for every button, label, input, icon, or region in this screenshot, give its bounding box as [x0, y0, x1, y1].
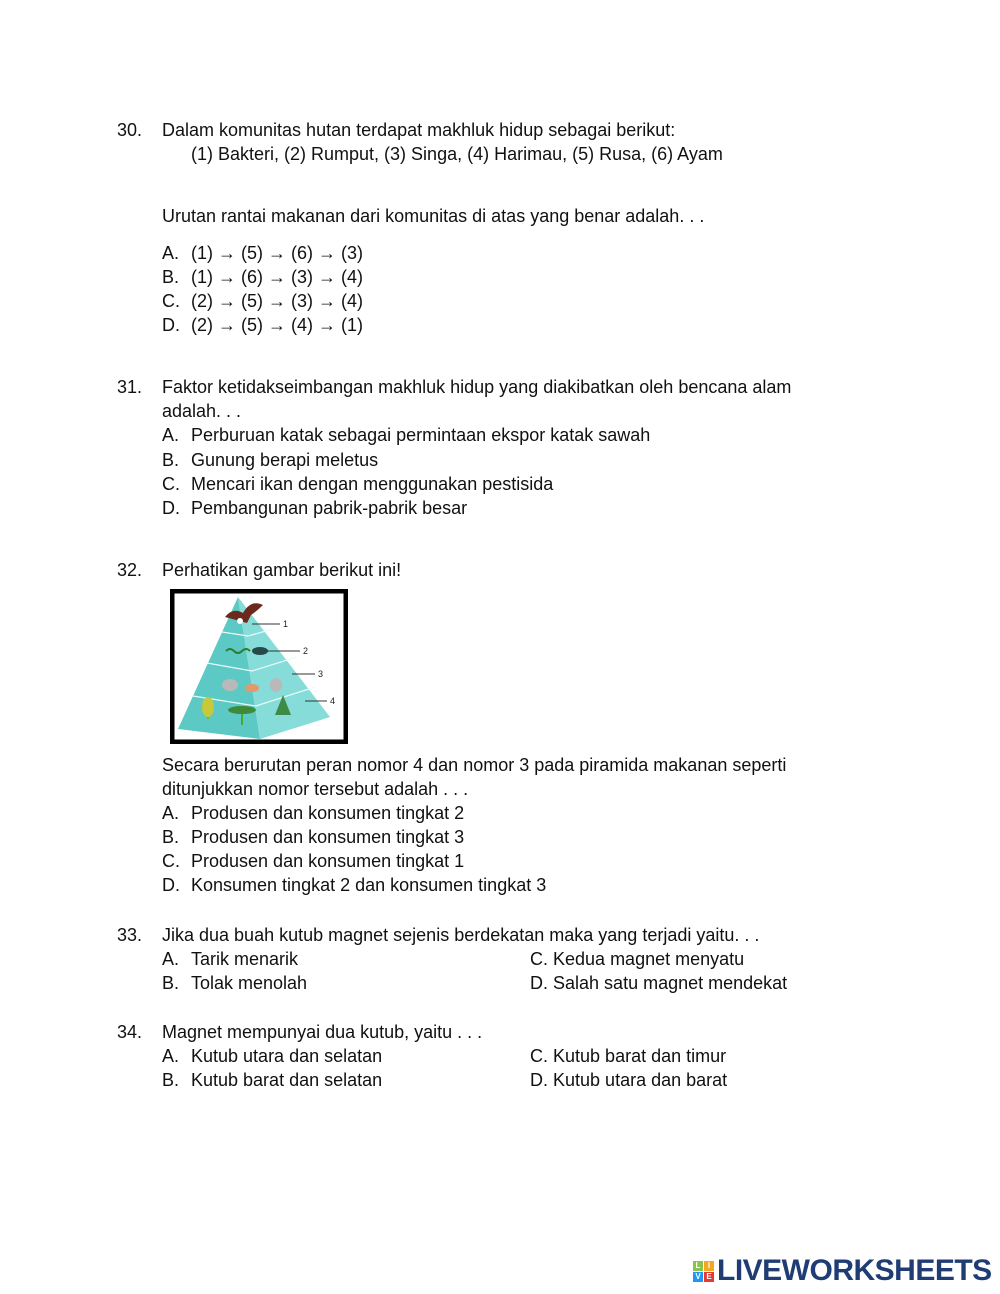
option-text: Tolak menolah	[191, 973, 308, 993]
option-letter: C.	[162, 851, 180, 871]
pyramid-label: 3	[318, 669, 324, 679]
option-text: Produsen dan konsumen tingkat 1	[191, 851, 465, 871]
pyramid-label: 2	[303, 646, 309, 656]
question-text: ditunjukkan nomor tersebut adalah . . .	[162, 779, 469, 799]
option-text: Kedua magnet menyatu	[553, 949, 745, 969]
option-letter: A.	[162, 949, 180, 969]
option-text: Kutub barat dan selatan	[191, 1070, 383, 1090]
question-text: Perhatikan gambar berikut ini!	[162, 560, 402, 580]
logo-block: L	[693, 1261, 703, 1271]
logo-block: I	[704, 1261, 714, 1271]
option-text: (2) → (5) → (3) → (4)	[191, 291, 364, 311]
option-letter: B.	[162, 827, 180, 847]
option-text: Pembangunan pabrik-pabrik besar	[191, 498, 468, 518]
option-text: (2) → (5) → (4) → (1)	[191, 315, 364, 335]
option-letter: A.	[162, 425, 180, 445]
option-text: Kutub utara dan barat	[553, 1070, 728, 1090]
option-text: Gunung berapi meletus	[191, 450, 379, 470]
question-text: adalah. . .	[162, 401, 242, 421]
option-letter: B.	[162, 267, 180, 287]
option-text: Tarik menarik	[191, 949, 299, 969]
option-letter: C.	[162, 474, 180, 494]
rabbit-icon	[222, 679, 238, 691]
option-text: Konsumen tingkat 2 dan konsumen tingkat 3	[191, 875, 547, 895]
option-letter: C.	[530, 949, 548, 969]
question-number: 31.	[117, 377, 143, 397]
option-d	[530, 1069, 727, 1091]
pyramid-label: 1	[283, 619, 289, 629]
logo-blocks-icon	[693, 1261, 714, 1282]
option-letter: B.	[162, 450, 180, 470]
option-text: Produsen dan konsumen tingkat 2	[191, 803, 465, 823]
logo-block: V	[693, 1272, 703, 1282]
option-text: Mencari ikan dengan menggunakan pestisida	[191, 474, 554, 494]
question-number: 32.	[117, 560, 143, 580]
option-letter: B.	[162, 973, 180, 993]
option-letter: B.	[162, 1070, 180, 1090]
option-letter: C.	[162, 291, 180, 311]
food-pyramid-image	[170, 589, 348, 744]
option-text: Kutub utara dan selatan	[191, 1046, 383, 1066]
option-letter: A.	[162, 243, 180, 263]
option-d	[530, 972, 787, 994]
question-number: 33.	[117, 925, 143, 945]
question-text: Faktor ketidakseimbangan makhluk hidup yang diakibatkan oleh bencana alam	[162, 377, 792, 397]
rabbit-icon	[270, 678, 282, 692]
question-text: Magnet mempunyai dua kutub, yaitu . . .	[162, 1022, 483, 1042]
option-c	[530, 948, 744, 970]
option-letter: A.	[162, 803, 180, 823]
option-text: (1) → (5) → (6) → (3)	[191, 243, 364, 263]
question-text: Jika dua buah kutub magnet sejenis berdekatan maka yang terjadi yaitu. . .	[162, 925, 760, 945]
mouse-icon	[245, 684, 259, 692]
option-c	[530, 1045, 726, 1067]
option-letter: D.	[162, 498, 180, 518]
option-text: Salah satu magnet mendekat	[553, 973, 788, 993]
option-letter: D.	[530, 1070, 548, 1090]
liveworksheets-logo	[693, 1254, 992, 1288]
option-text: Produsen dan konsumen tingkat 3	[191, 827, 465, 847]
option-text: Perburuan katak sebagai permintaan ekspor katak sawah	[191, 425, 651, 445]
question-text: Urutan rantai makanan dari komunitas di atas yang benar adalah. . .	[162, 206, 705, 226]
logo-text: LIVEWORKSHEETS	[717, 1254, 992, 1287]
pyramid-label: 4	[330, 696, 336, 706]
option-letter: D.	[162, 875, 180, 895]
frog-icon	[252, 647, 268, 655]
question-text: Dalam komunitas hutan terdapat makhluk hidup sebagai berikut:	[162, 120, 676, 140]
option-letter: C.	[530, 1046, 548, 1066]
question-text: (1) Bakteri, (2) Rumput, (3) Singa, (4) Harimau, (5) Rusa, (6) Ayam	[191, 144, 723, 164]
option-letter: A.	[162, 1046, 180, 1066]
option-letter: D.	[162, 315, 180, 335]
option-text: (1) → (6) → (3) → (4)	[191, 267, 364, 287]
option-letter: D.	[530, 973, 548, 993]
question-number: 34.	[117, 1022, 143, 1042]
question-text: Secara berurutan peran nomor 4 dan nomor 3 pada piramida makanan seperti	[162, 755, 787, 775]
logo-block: E	[704, 1272, 714, 1282]
option-text: Kutub barat dan timur	[553, 1046, 727, 1066]
question-number: 30.	[117, 120, 143, 140]
